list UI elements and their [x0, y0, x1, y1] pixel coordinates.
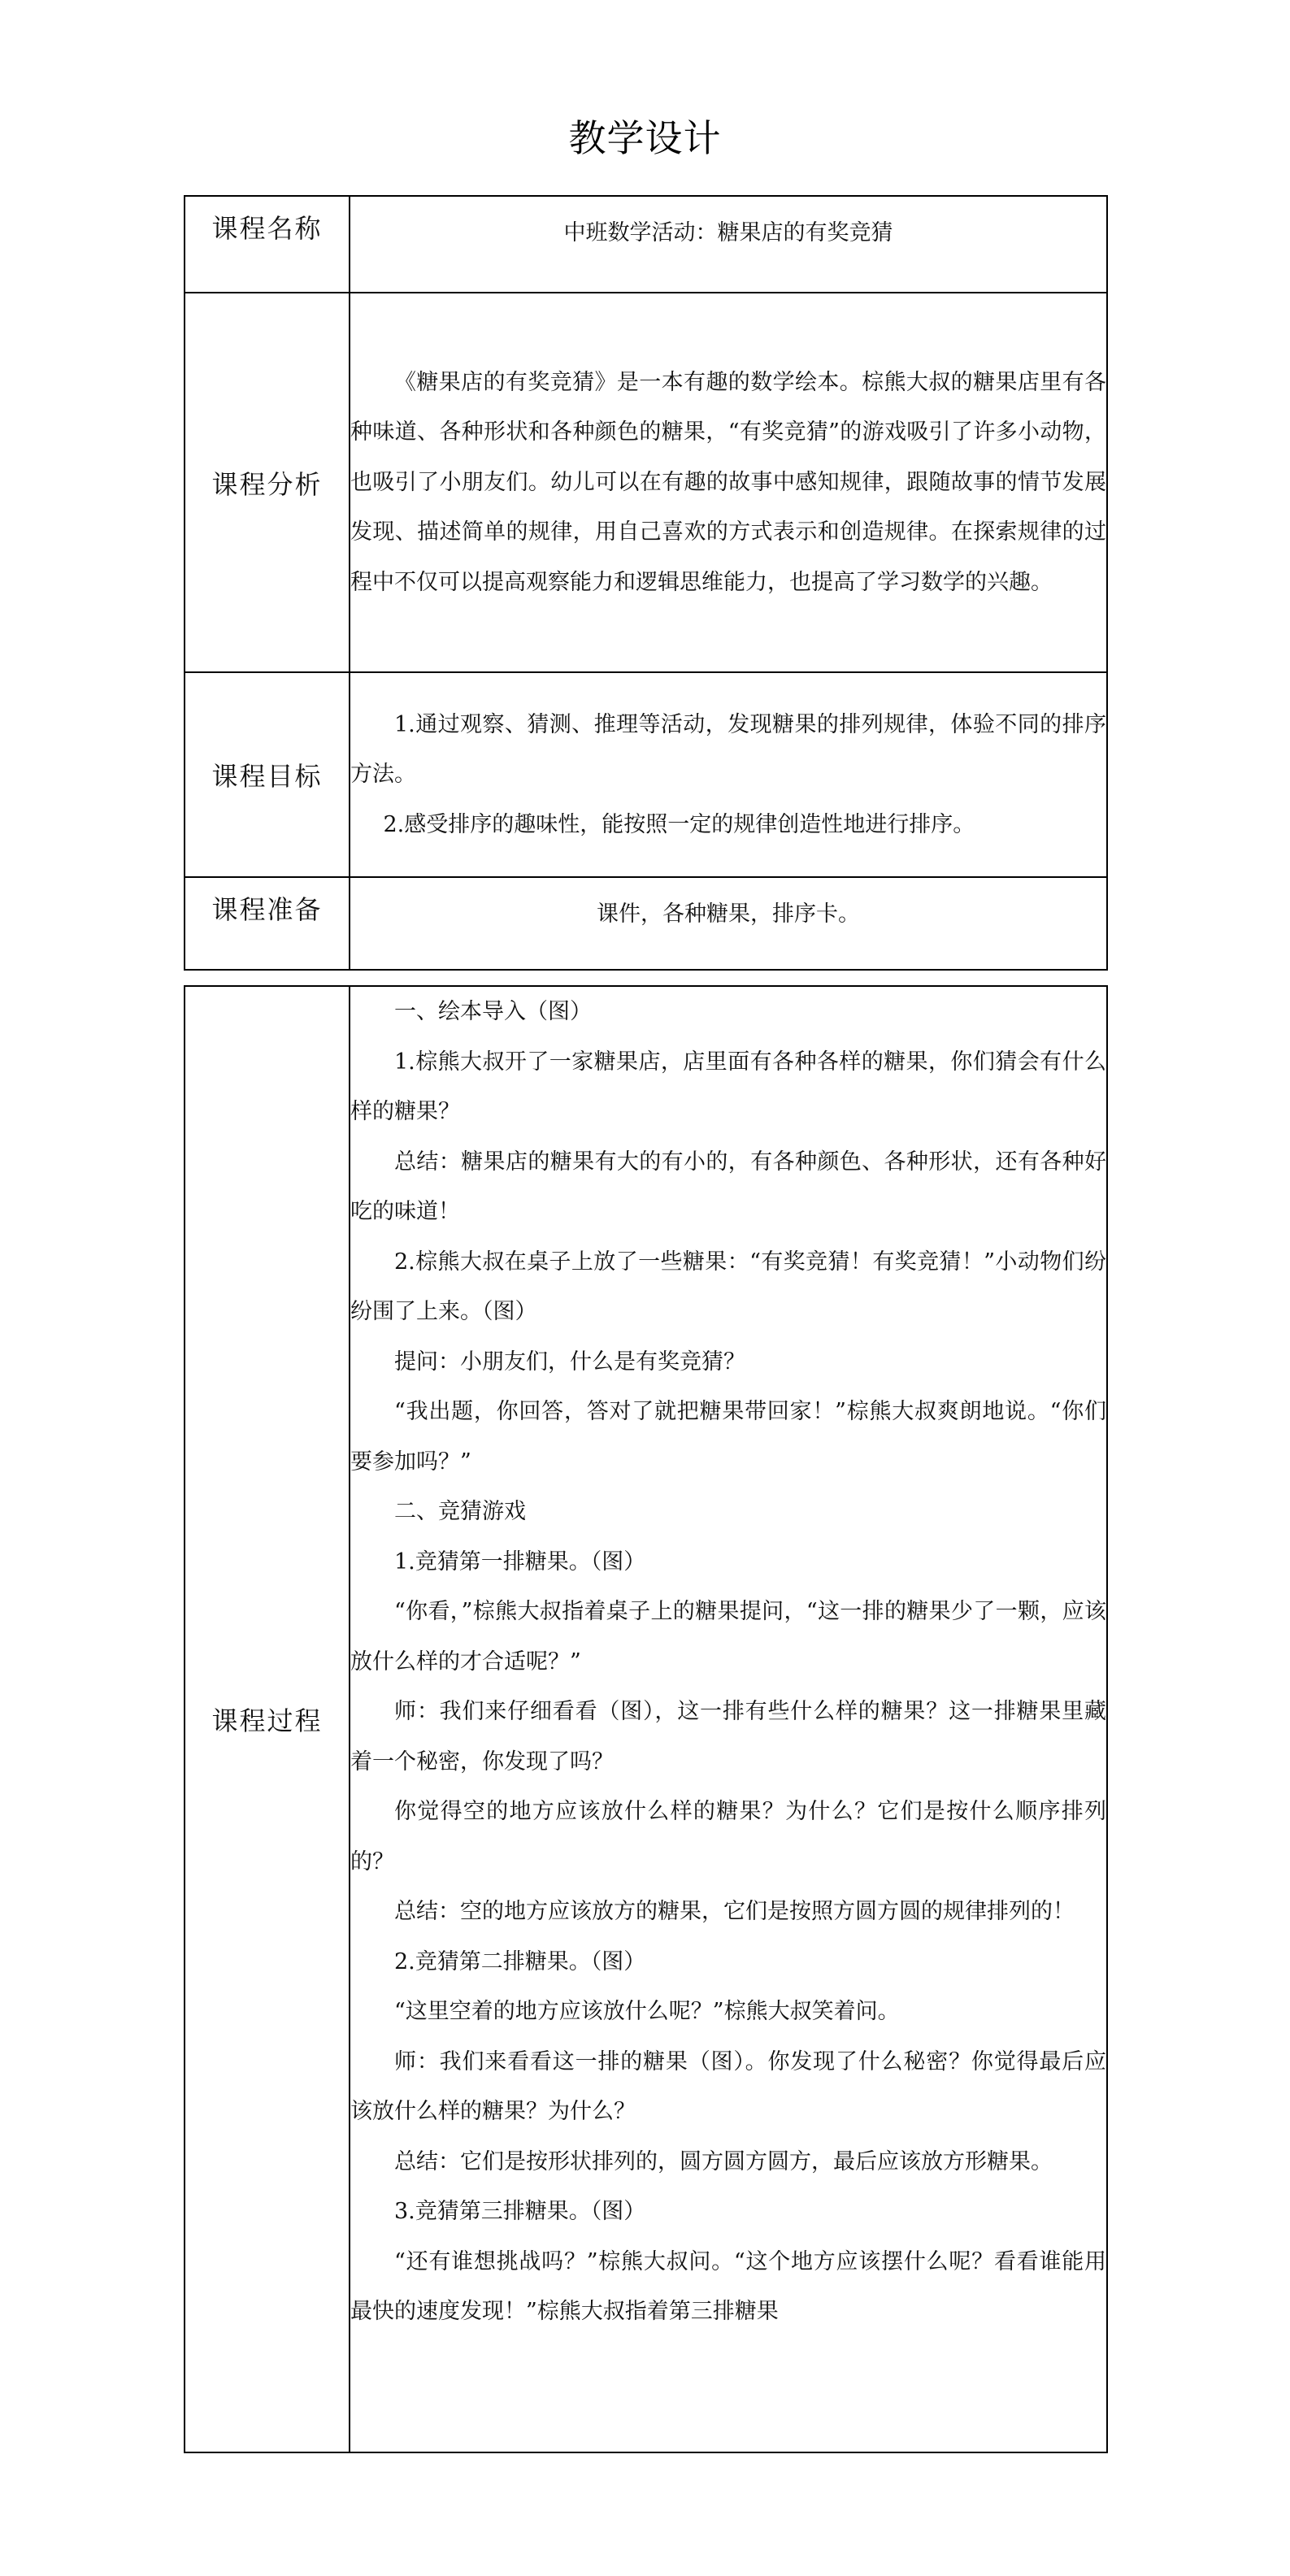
course-process-label: 课程过程 — [185, 986, 350, 2452]
course-analysis-value — [350, 293, 1107, 672]
table-row-course-name — [185, 196, 1107, 293]
course-goal-1: 1.通过观察、猜测、推理等活动，发现糖果的排列规律，体验不同的排序方法。 — [350, 711, 1106, 788]
course-info-table — [184, 195, 1108, 971]
course-process-value — [350, 986, 1107, 2452]
process-paragraph: 1.棕熊大叔开了一家糖果店，店里面有各种各样的糖果，你们猜会有什么样的糖果？ — [350, 1049, 1106, 1124]
course-preparation-text: 课件，各种糖果，排序卡。 — [597, 901, 860, 927]
process-paragraph: 二、竞猜游戏 — [394, 1499, 526, 1524]
course-analysis-label: 课程分析 — [185, 293, 350, 672]
course-preparation-value — [350, 877, 1107, 970]
process-paragraph: 总结：空的地方应该放方的糖果，它们是按照方圆方圆的规律排列的！ — [394, 1899, 1075, 1924]
process-paragraph: 1.竞猜第一排糖果。（图） — [394, 1549, 646, 1575]
table-row-course-preparation — [185, 877, 1107, 970]
table-row-course-process — [185, 986, 1107, 2452]
course-name-label: 课程名称 — [185, 196, 350, 293]
process-paragraph: 总结：它们是按形状排列的，圆方圆方圆方，最后应该放方形糖果。 — [394, 2148, 1053, 2174]
process-paragraph: 师：我们来仔细看看（图），这一排有些什么样的糖果？这一排糖果里藏着一个秘密，你发现了吗？ — [350, 1699, 1106, 1775]
course-goal-2: 2.感受排序的趣味性，能按照一定的规律创造性地进行排序。 — [383, 811, 975, 837]
document-title: 教学设计 — [568, 116, 722, 160]
process-paragraph: “我出题，你回答，答对了就把糖果带回家！”棕熊大叔爽朗地说。“你们要参加吗？” — [350, 1399, 1106, 1475]
process-paragraph: “你看，”棕熊大叔指着桌子上的糖果提问，“这一排的糖果少了一颗，应该放什么样的才合适呢？” — [350, 1599, 1106, 1675]
course-name-value — [350, 196, 1107, 293]
table-row-course-analysis — [185, 293, 1107, 672]
course-name-text: 中班数学活动：糖果店的有奖竞猜 — [563, 220, 893, 245]
process-paragraph: 你觉得空的地方应该放什么样的糖果？为什么？它们是按什么顺序排列的？ — [350, 1799, 1106, 1874]
process-paragraph: 师：我们来看看这一排的糖果（图）。你发现了什么秘密？你觉得最后应该放什么样的糖果？为什么？ — [350, 2048, 1106, 2124]
process-paragraph: “还有谁想挑战吗？”棕熊大叔问。“这个地方应该摆什么呢？看看谁能用最快的速度发现！”棕熊大叔指着第三排糖果 — [350, 2248, 1106, 2324]
process-paragraph: 2.竞猜第二排糖果。（图） — [394, 1948, 646, 1974]
process-paragraph: 总结：糖果店的糖果有大的有小的，有各种颜色、各种形状，还有各种好吃的味道！ — [350, 1149, 1106, 1224]
course-analysis-text: 《糖果店的有奖竞猜》是一本有趣的数学绘本。棕熊大叔的糖果店里有各种味道、各种形状和各种颜色的糖果，“有奖竞猜”的游戏吸引了许多小动物，也吸引了小朋友们。幼儿可以在有趣的故事中感知规律，跟随故事的情节发展发现、描述简单的规律，用自己喜欢的方式表示和创造规律。在探索规律的过程中不仅可以提高观察能力和逻辑思维能力，也提高了学习数学的兴趣。 — [350, 369, 1106, 595]
course-goals-label: 课程目标 — [185, 672, 350, 877]
course-goals-value — [350, 672, 1107, 877]
process-paragraph: 一、绘本导入（图） — [394, 999, 592, 1024]
process-paragraph: 2.棕熊大叔在桌子上放了一些糖果：“有奖竞猜！有奖竞猜！”小动物们纷纷围了上来。（图） — [350, 1249, 1106, 1324]
course-process-table — [184, 985, 1108, 2453]
course-preparation-label: 课程准备 — [185, 877, 350, 970]
process-paragraph: “这里空着的地方应该放什么呢？”棕熊大叔笑着问。 — [394, 1999, 900, 2024]
process-paragraph: 提问：小朋友们，什么是有奖竞猜？ — [394, 1349, 745, 1375]
table-row-course-goals — [185, 672, 1107, 877]
process-paragraph: 3.竞猜第三排糖果。（图） — [394, 2199, 646, 2224]
